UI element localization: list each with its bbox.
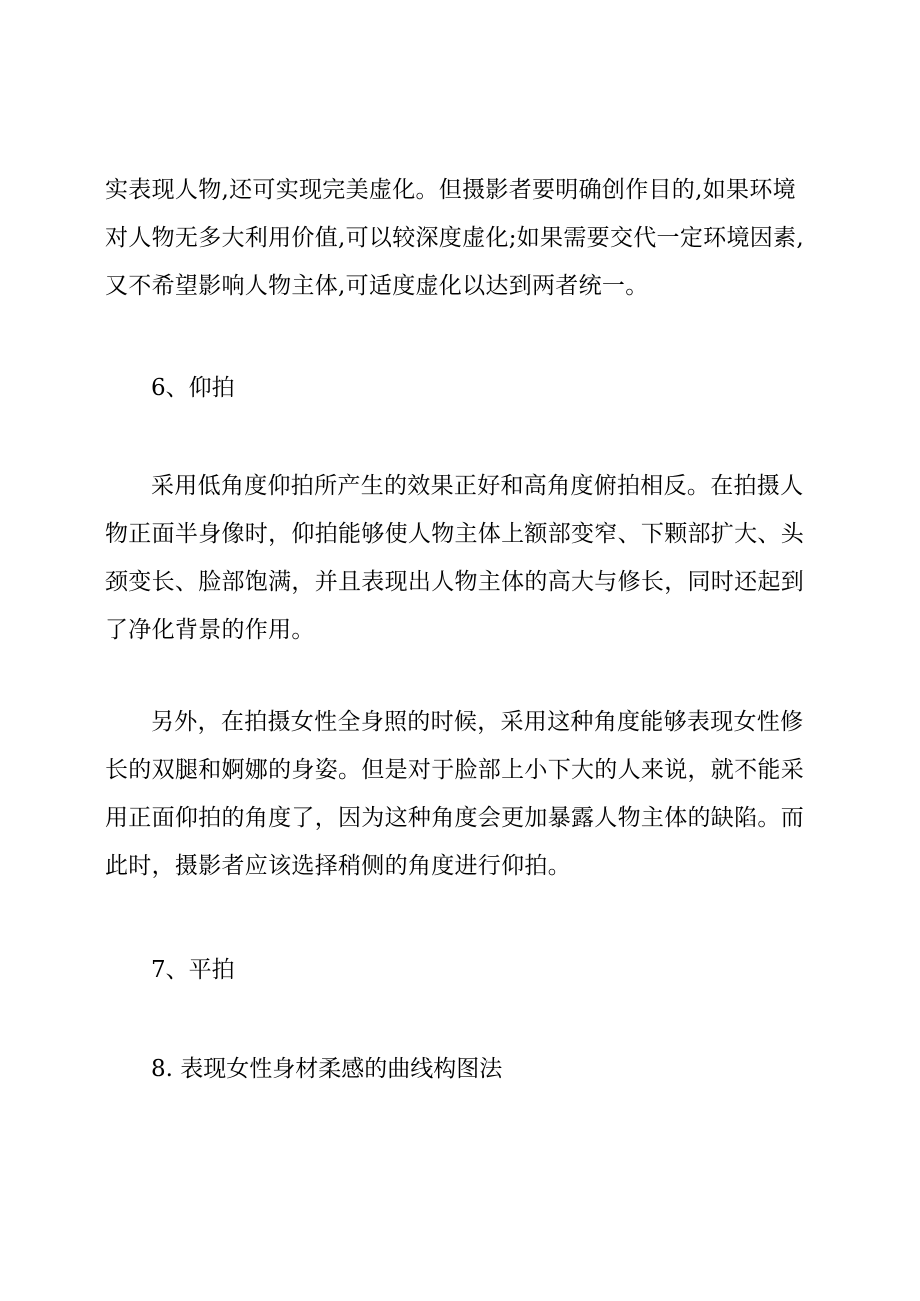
section-heading-low-angle: 6、仰拍 <box>151 375 235 401</box>
section-heading-eye-level: 7、平拍 <box>151 957 235 983</box>
paragraph-background-blur: 实表现人物,还可实现完美虚化。但摄影者要明确创作目的,如果环境对人物无多大利用价值,可以较深度虚化;如果需要交代一定环境因素,又不希望影响人物主体,可适度虚化以达到两者统一。 <box>105 177 804 299</box>
paragraph-low-angle-effect: 采用低角度仰拍所产生的效果正好和高角度俯拍相反。在拍摄人物正面半身像时，仰拍能够使人物主体上额部变窄、下颗部扩大、头颈变长、脸部饱满，并且表现出人物主体的高大与修长，同时还起到了净化背景的作用。 <box>105 473 804 643</box>
paragraph-low-angle-female: 另外，在拍摄女性全身照的时候，采用这种角度能够表现女性修长的双腿和婀娜的身姿。但是对于脸部上小下大的人来说，就不能采用正面仰拍的角度了，因为这种角度会更加暴露人物主体的缺陷。而此时，摄影者应该选择稍侧的角度进行仰拍。 <box>105 709 804 879</box>
section-heading-curve-composition: 8. 表现女性身材柔感的曲线构图法 <box>151 1056 503 1082</box>
